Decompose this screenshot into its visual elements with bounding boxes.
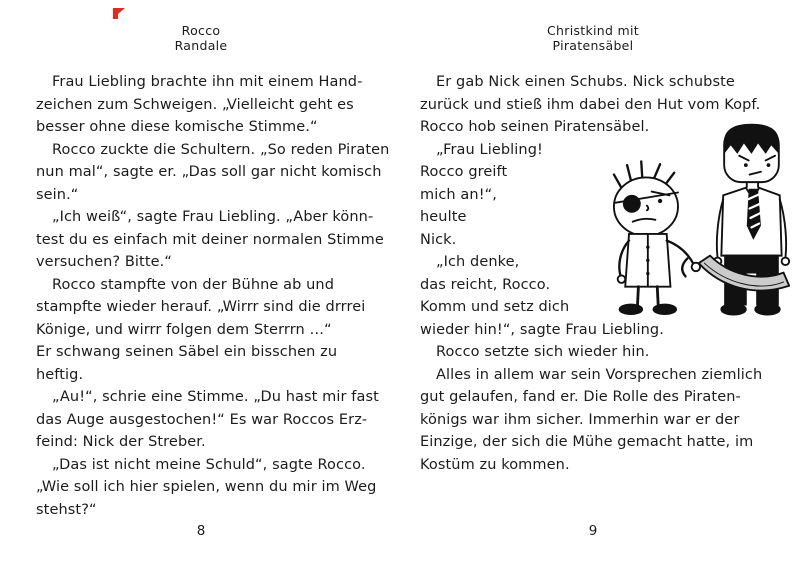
- text-line: sein.“: [36, 186, 79, 203]
- text-line: wieder hin!“, sagte Frau Liebling.: [420, 321, 664, 338]
- text-line: nun mal“, sagte er. „Das soll gar nicht komisch: [36, 164, 382, 180]
- text-line: Er gab Nick einen Schubs. Nick schubste: [436, 74, 735, 90]
- text-line: feind: Nick der Streber.: [36, 434, 206, 450]
- text-line: stampfte wieder herauf. „Wirrr sind die drrrei: [36, 299, 366, 315]
- page-number-left: 8: [196, 523, 206, 539]
- text-line: zurück und stieß ihm dabei den Hut vom Kopf.: [420, 96, 761, 113]
- running-head-left-line1: Rocco: [181, 23, 221, 38]
- text-line: Nick.: [420, 231, 457, 248]
- text-line: heftig.: [36, 366, 84, 383]
- text-line: test du es einfach mit deiner normalen Stimme: [36, 231, 384, 248]
- body-text-left: [36, 71, 404, 521]
- text-line: Rocco stampfte von der Bühne ab und: [52, 276, 335, 293]
- text-line: Rocco setzte sich wieder hin.: [436, 344, 650, 360]
- text-line: besser ohne diese komische Stimme.“: [36, 119, 318, 135]
- text-line: gut gelaufen, fand er. Die Rolle des Piraten-: [420, 389, 741, 405]
- text-line: „Ich denke,: [436, 254, 520, 270]
- text-line: stehst?“: [36, 501, 97, 518]
- text-line: Rocco hob seinen Piratensäbel.: [420, 119, 650, 135]
- text-line: Könige, und wirrr folgen dem Sterrrn …“: [36, 321, 332, 338]
- text-line: königs war ihm sicher. Immerhin war er der: [420, 411, 740, 428]
- text-line: mich an!“,: [420, 186, 497, 203]
- text-line: heulte: [420, 209, 467, 225]
- page-number-right: 9: [588, 523, 598, 539]
- text-line: zeichen zum Schweigen. „Vielleicht geht es: [36, 96, 354, 113]
- text-line: Einzige, der sich die Mühe gemacht hatte, im: [420, 434, 754, 450]
- text-line: „Ich weiß“, sagte Frau Liebling. „Aber könn-: [52, 209, 374, 225]
- text-line: Kostüm zu kommen.: [420, 456, 570, 473]
- text-line: Komm und setz dich: [420, 299, 570, 315]
- running-head-right: [428, 23, 758, 53]
- text-line: „Frau Liebling!: [436, 141, 543, 158]
- running-head-left-line2: Randale: [174, 38, 228, 53]
- text-line: Rocco greift: [420, 164, 508, 180]
- text-line: Alles in allem war sein Vorsprechen ziemlich: [436, 366, 763, 383]
- text-line: „Das ist nicht meine Schuld“, sagte Rocco.: [52, 456, 366, 473]
- running-head-right-line2: Piratensäbel: [552, 38, 634, 53]
- text-line: das reicht, Rocco.: [420, 276, 551, 293]
- text-line: Frau Liebling brachte ihn mit einem Hand-: [52, 74, 363, 90]
- text-line: „Au!“, schrie eine Stimme. „Du hast mir fast: [52, 389, 379, 405]
- running-head-left: [36, 23, 366, 53]
- text-line: Er schwang seinen Säbel ein bisschen zu: [36, 344, 338, 360]
- red-registration-mark: [113, 4, 125, 15]
- text-line: Rocco zuckte die Schultern. „So reden Piraten: [52, 141, 390, 158]
- running-head-right-line1: Christkind mit: [547, 23, 639, 38]
- text-line: versuchen? Bitte.“: [36, 254, 172, 270]
- text-line: das Auge ausgestochen!“ Es war Roccos Erz-: [36, 411, 368, 428]
- text-line: „Wie soll ich hier spielen, wenn du mir im Weg: [36, 479, 377, 495]
- body-text-right: [420, 71, 788, 476]
